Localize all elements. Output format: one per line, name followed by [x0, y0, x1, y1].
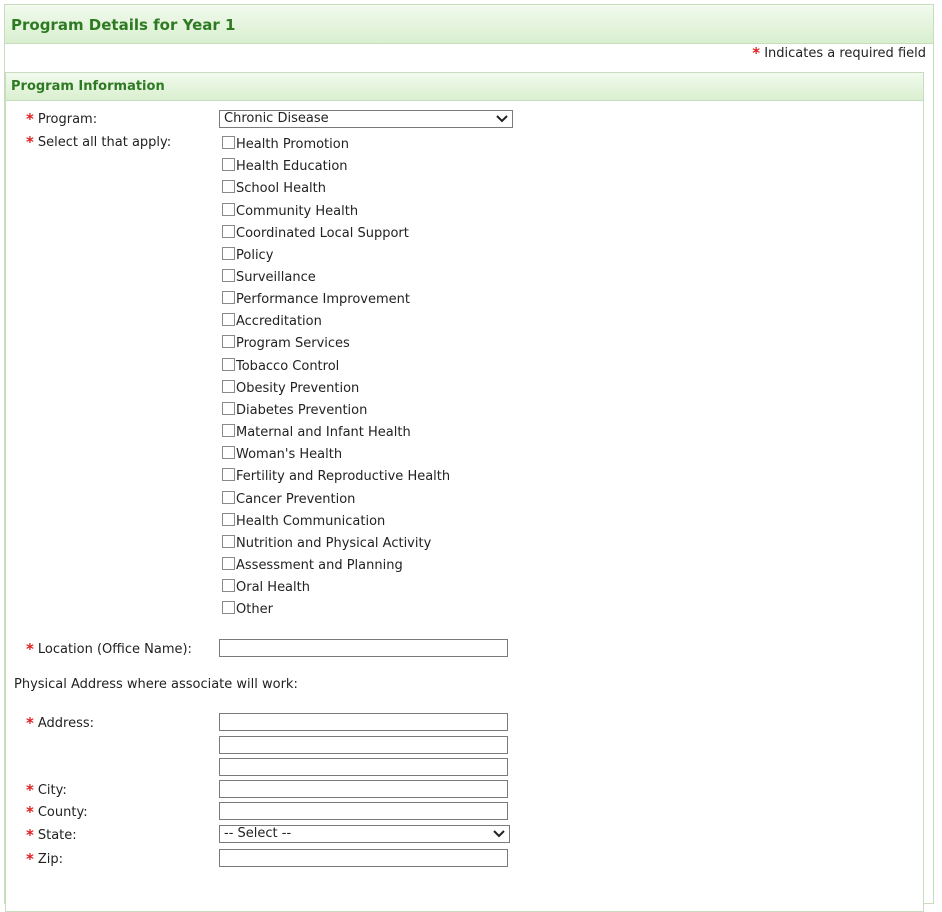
required-star: *: [26, 850, 34, 868]
address-line2-input[interactable]: [219, 736, 508, 754]
checkbox-item[interactable]: [222, 446, 342, 466]
program-select[interactable]: [219, 110, 513, 128]
required-star: *: [26, 714, 34, 732]
checkbox[interactable]: [222, 247, 235, 260]
checkbox-label: Accreditation: [236, 314, 322, 329]
program-label-text: Program:: [37, 112, 98, 127]
checkbox-label: Program Services: [236, 336, 350, 351]
select-all-label: [26, 133, 171, 151]
checkbox[interactable]: [222, 380, 235, 393]
required-star: *: [26, 803, 34, 821]
checkbox-label: Obesity Prevention: [236, 381, 360, 396]
checkbox-item[interactable]: [222, 247, 273, 267]
checkbox-item[interactable]: [222, 601, 273, 621]
checkbox[interactable]: [222, 491, 235, 504]
checkbox-label: Maternal and Infant Health: [236, 425, 411, 440]
checkbox[interactable]: [222, 180, 235, 193]
zip-label: [26, 850, 63, 868]
checkbox-item[interactable]: [222, 557, 403, 577]
program-label: [26, 110, 97, 128]
required-star: *: [26, 781, 34, 799]
location-label-text: Location (Office Name):: [37, 642, 192, 657]
section-title: Program Information: [6, 73, 923, 101]
checkbox-label: Cancer Prevention: [236, 492, 356, 507]
checkbox[interactable]: [222, 158, 235, 171]
state-select[interactable]: [219, 825, 510, 843]
checkbox-label: Oral Health: [236, 580, 310, 595]
checkbox[interactable]: [222, 203, 235, 216]
checkbox-item[interactable]: [222, 535, 431, 555]
checkbox[interactable]: [222, 513, 235, 526]
checkbox-item[interactable]: [222, 203, 358, 223]
checkbox[interactable]: [222, 446, 235, 459]
checkbox[interactable]: [222, 579, 235, 592]
checkbox-label: Coordinated Local Support: [236, 226, 409, 241]
checkbox-item[interactable]: [222, 402, 367, 422]
address-line1-input[interactable]: [219, 713, 508, 731]
checkbox-label: Community Health: [236, 204, 359, 219]
chevron-down-icon: [496, 112, 508, 126]
checkbox-label: Other: [236, 602, 273, 617]
checkbox[interactable]: [222, 402, 235, 415]
required-star: *: [26, 826, 34, 844]
city-input[interactable]: [219, 780, 508, 798]
checkbox-item[interactable]: [222, 136, 349, 156]
checkbox-label: Health Education: [236, 159, 348, 174]
address-label: [26, 714, 94, 732]
zip-input[interactable]: [219, 849, 508, 867]
checkbox-item[interactable]: [222, 313, 322, 333]
checkbox-item[interactable]: [222, 335, 350, 355]
checkbox-label: Woman's Health: [236, 447, 343, 462]
checkbox-item[interactable]: [222, 468, 450, 488]
checkbox-label: Policy: [236, 248, 274, 263]
checkbox[interactable]: [222, 358, 235, 371]
checkbox-label: Fertility and Reproductive Health: [236, 469, 451, 484]
checkbox-item[interactable]: [222, 579, 310, 599]
checkbox[interactable]: [222, 335, 235, 348]
required-star: *: [26, 133, 34, 151]
city-label: [26, 781, 67, 799]
checkbox-item[interactable]: [222, 358, 339, 378]
checkbox[interactable]: [222, 225, 235, 238]
checkbox-item[interactable]: [222, 180, 326, 200]
select-all-label-text: Select all that apply:: [37, 135, 172, 150]
required-note-text: Indicates a required field: [764, 46, 926, 61]
checkbox-label: Performance Improvement: [236, 292, 410, 307]
county-label-text: County:: [37, 805, 88, 820]
required-field-note: [752, 44, 926, 62]
checkbox-item[interactable]: [222, 158, 348, 178]
address-line3-input[interactable]: [219, 758, 508, 776]
checkbox[interactable]: [222, 424, 235, 437]
checkbox[interactable]: [222, 269, 235, 282]
checkbox-label: Tobacco Control: [236, 359, 340, 374]
checkbox[interactable]: [222, 535, 235, 548]
required-star: *: [752, 44, 761, 62]
checkbox-label: Assessment and Planning: [236, 558, 403, 573]
county-input[interactable]: [219, 802, 508, 820]
city-label-text: City:: [37, 783, 67, 798]
checkbox-label: Nutrition and Physical Activity: [236, 536, 432, 551]
checkbox[interactable]: [222, 313, 235, 326]
checkbox-label: Surveillance: [236, 270, 316, 285]
state-label: [26, 826, 77, 844]
county-label: [26, 803, 88, 821]
chevron-down-icon: [493, 827, 505, 841]
checkbox-label: Health Communication: [236, 514, 386, 529]
checkbox-item[interactable]: [222, 380, 359, 400]
location-label: [26, 640, 192, 658]
checkbox[interactable]: [222, 601, 235, 614]
page-title: Program Details for Year 1: [5, 5, 933, 44]
checkbox-item[interactable]: [222, 291, 410, 311]
state-label-text: State:: [37, 828, 77, 843]
checkbox-item[interactable]: [222, 225, 409, 245]
required-star: *: [26, 110, 34, 128]
checkbox[interactable]: [222, 468, 235, 481]
physical-address-heading: Physical Address where associate will work:: [14, 677, 298, 692]
required-star: *: [26, 640, 34, 658]
zip-label-text: Zip:: [37, 852, 64, 867]
checkbox-item[interactable]: [222, 513, 385, 533]
checkbox[interactable]: [222, 291, 235, 304]
checkbox-label: Diabetes Prevention: [236, 403, 368, 418]
location-input[interactable]: [219, 639, 508, 657]
program-select-value: Chronic Disease: [224, 111, 329, 126]
checkbox[interactable]: [222, 557, 235, 570]
checkbox-label: Health Promotion: [236, 137, 349, 152]
address-label-text: Address:: [37, 716, 95, 731]
checkbox-item[interactable]: [222, 269, 316, 289]
checkbox-item[interactable]: [222, 424, 411, 444]
checkbox-label: School Health: [236, 181, 326, 196]
state-select-value: -- Select --: [224, 826, 292, 841]
checkbox[interactable]: [222, 136, 235, 149]
checkbox-item[interactable]: [222, 491, 355, 511]
